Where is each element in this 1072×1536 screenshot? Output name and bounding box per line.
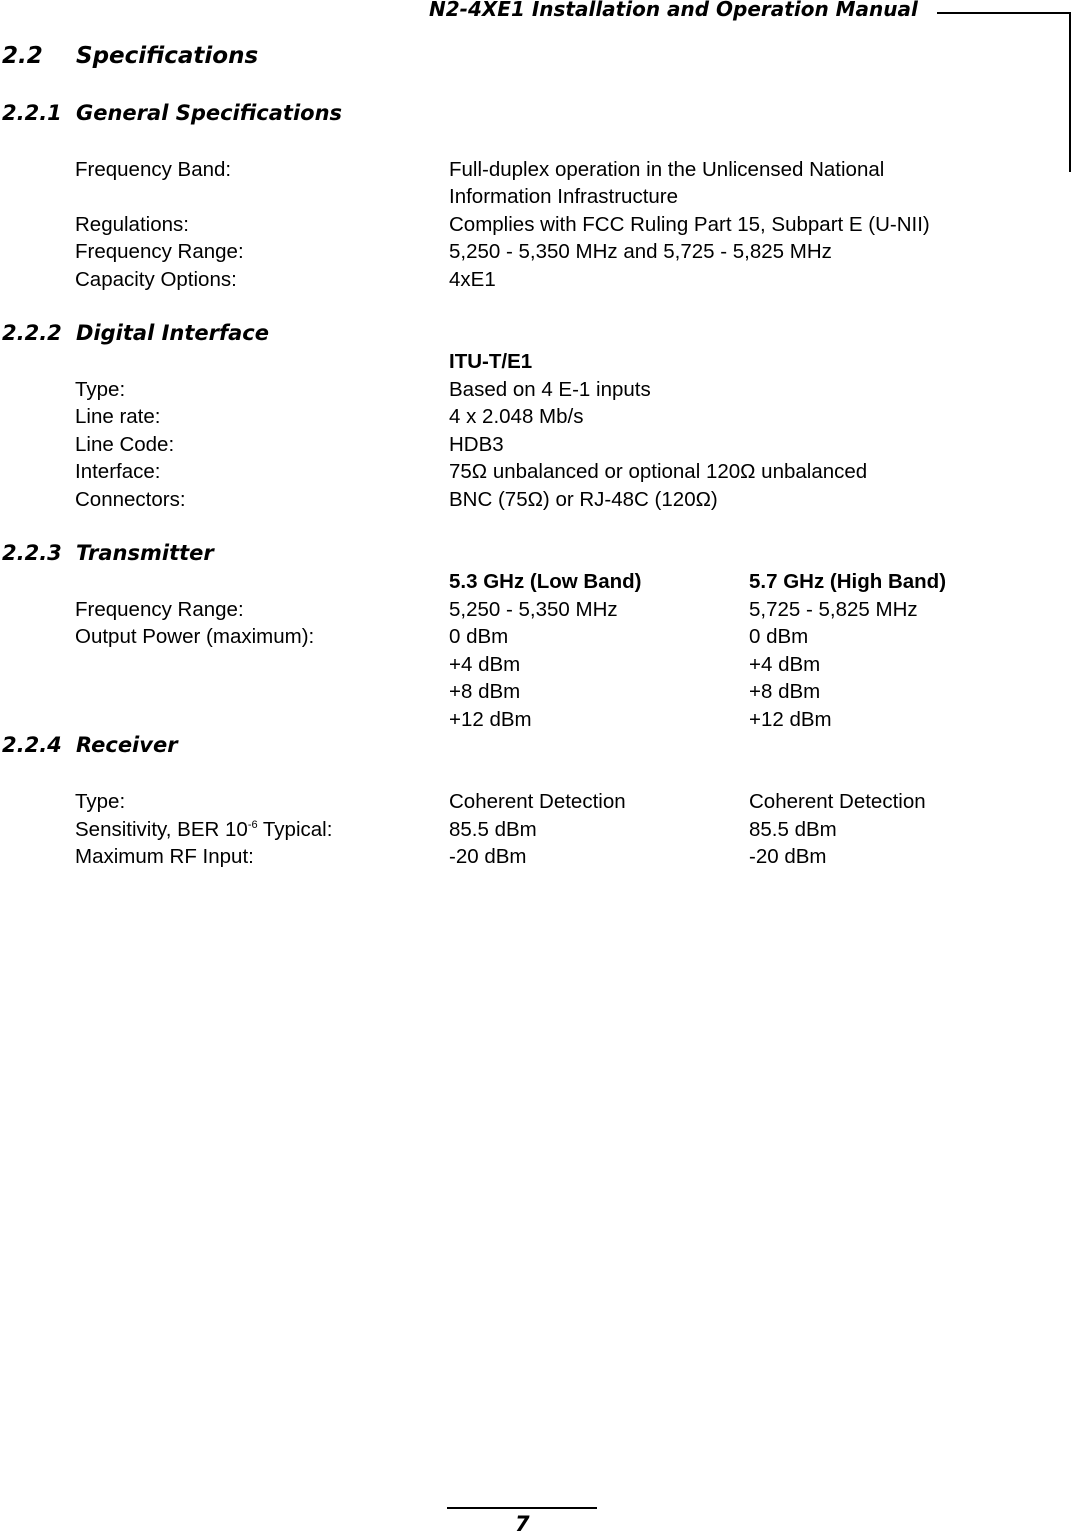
spec-label: Connectors: [75,488,186,511]
spec-value: 5,250 - 5,350 MHz and 5,725 - 5,825 MHz [449,240,832,263]
spec-label: Line Code: [75,433,175,456]
spec-value-low: Coherent Detection [449,790,626,813]
section-title: Specifications [76,43,259,69]
subsection-number-receiver: 2.2.4 [2,733,62,757]
subsection-title-digital: Digital Interface [76,321,269,345]
spec-value: 4 x 2.048 Mb/s [449,405,584,428]
column-header-itu: ITU-T/E1 [449,350,533,373]
spec-value-high: 5,725 - 5,825 MHz [749,598,918,621]
subsection-number-transmitter: 2.2.3 [2,541,62,565]
spec-label: Frequency Band: [75,158,232,181]
spec-value-high: +8 dBm [749,680,821,703]
page-header-title: N2-4XE1 Installation and Operation Manual [429,0,918,21]
spec-value: Based on 4 E-1 inputs [449,378,651,401]
spec-value-low: 85.5 dBm [449,818,537,841]
spec-label: Frequency Range: [75,598,244,621]
header-rule-horizontal [937,12,1071,14]
subsection-number-digital: 2.2.2 [2,321,62,345]
spec-value: 4xE1 [449,268,496,291]
spec-label: Type: [75,378,126,401]
subsection-title-receiver: Receiver [76,733,178,757]
spec-value: HDB3 [449,433,504,456]
spec-label-sensitivity [75,816,332,843]
spec-label: Output Power (maximum): [75,625,315,648]
section-number: 2.2 [2,43,43,69]
spec-label: Frequency Range: [75,240,244,263]
spec-value: Full-duplex operation in the Unlicensed National [449,158,885,181]
spec-value-low: 0 dBm [449,625,509,648]
spec-label: Interface: [75,460,161,483]
spec-value-high: Coherent Detection [749,790,926,813]
spec-value-low: 5,250 - 5,350 MHz [449,598,618,621]
subsection-number-general: 2.2.1 [2,101,62,125]
spec-value-high: +4 dBm [749,653,821,676]
spec-label: Capacity Options: [75,268,237,291]
spec-label: Maximum RF Input: [75,845,254,868]
spec-label-sensitivity-main: Sensitivity, BER 10 [75,818,248,841]
spec-value-high: 85.5 dBm [749,818,837,841]
spec-value-low: -20 dBm [449,845,527,868]
spec-label: Regulations: [75,213,189,236]
spec-label: Type: [75,790,126,813]
spec-value-high: -20 dBm [749,845,827,868]
spec-value-high: +12 dBm [749,708,832,731]
column-header-low-band: 5.3 GHz (Low Band) [449,570,642,593]
subsection-title-transmitter: Transmitter [76,541,214,565]
spec-value-high: 0 dBm [749,625,809,648]
spec-label: Line rate: [75,405,161,428]
spec-value-low: +8 dBm [449,680,521,703]
page-number: 7 [515,1512,530,1536]
spec-label-sensitivity-suffix: Typical: [257,818,333,841]
spec-value: 75Ω unbalanced or optional 120Ω unbalanced [449,460,868,483]
spec-label-sensitivity-exponent: -6 [247,819,258,831]
subsection-title-general: General Specifications [76,101,343,125]
spec-value-continued: Information Infrastructure [449,185,679,208]
footer-rule [447,1507,597,1509]
spec-value-low: +4 dBm [449,653,521,676]
header-rule-vertical [1069,12,1071,172]
spec-value: BNC (75Ω) or RJ-48C (120Ω) [449,488,718,511]
spec-value: Complies with FCC Ruling Part 15, Subpart E (U-NII) [449,213,930,236]
spec-value-low: +12 dBm [449,708,532,731]
column-header-high-band: 5.7 GHz (High Band) [749,570,947,593]
